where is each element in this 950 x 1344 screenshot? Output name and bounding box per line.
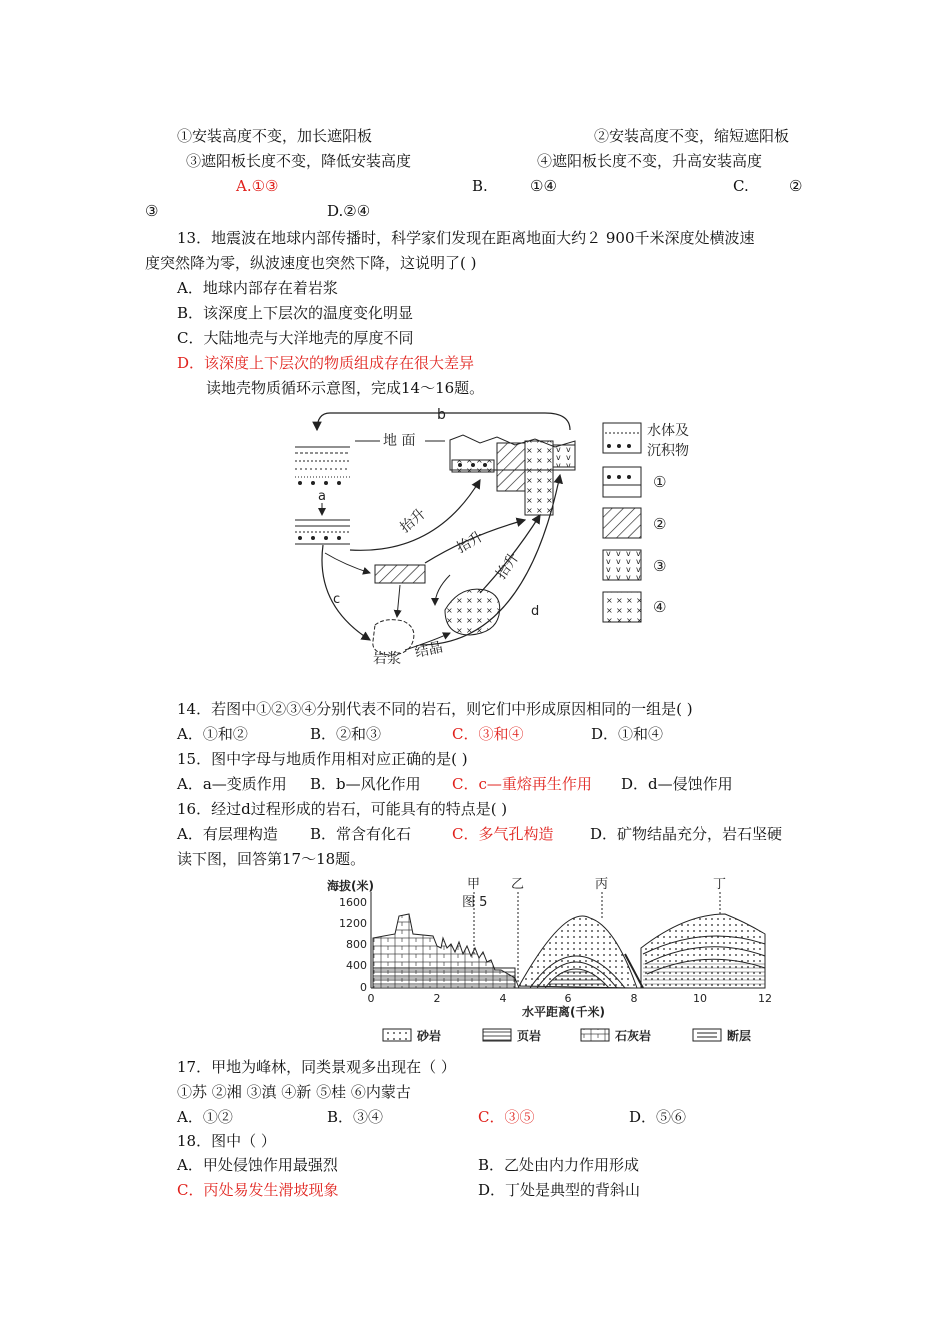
- legend-shale: 页岩: [517, 1029, 542, 1043]
- q14-option-b: B．②和③: [310, 725, 382, 743]
- q16-option-b: B．常含有化石: [310, 825, 412, 843]
- xtick-8: 8: [630, 992, 638, 1005]
- intro-14-16: 读地壳物质循环示意图，完成14～16题。: [206, 379, 485, 397]
- label-lift-1: 抬升: [397, 505, 430, 537]
- q13-stem-line2: 度突然降为零，纵波速度也突然下降，这说明了( ): [145, 254, 477, 272]
- ytick-800: 800: [346, 938, 367, 951]
- q12-option-4: ④遮阳板长度不变，升高安装高度: [537, 152, 763, 170]
- q17-option-c: C．③⑤: [478, 1108, 535, 1126]
- q16-option-c: C．多气孔构造: [452, 825, 554, 843]
- q13-stem-line1: 13．地震波在地球内部传播时，科学家们发现在距离地面大约２ 900千米深度处横波速: [177, 229, 755, 247]
- q17-stem: 17．甲地为峰林，同类景观多出现在（ ）: [177, 1058, 456, 1076]
- ytick-400: 400: [346, 959, 367, 972]
- q18-option-c: C．丙处易发生滑坡现象: [177, 1181, 339, 1199]
- legend-limestone: 石灰岩: [615, 1029, 652, 1043]
- legend-water-2: 沉积物: [647, 443, 689, 459]
- label-magma: 岩浆: [373, 651, 401, 667]
- xtick-6: 6: [564, 992, 572, 1005]
- ytick-1200: 1200: [339, 917, 367, 930]
- label-fig5: 图 5: [462, 895, 488, 910]
- q15-option-b: B．b—风化作用: [310, 775, 421, 793]
- xtick-12: 12: [758, 992, 772, 1005]
- ytick-0: 0: [360, 981, 367, 994]
- q13-option-b: B．该深度上下层次的温度变化明显: [177, 304, 414, 322]
- q12-option-2: ②安装高度不变，缩短遮阳板: [594, 127, 790, 145]
- q15-option-a: A．a—变质作用: [177, 775, 287, 793]
- q12-answer-d: D.②④: [327, 202, 371, 220]
- q15-stem: 15．图中字母与地质作用相对应正确的是( ): [177, 750, 468, 768]
- q17-option-b: B．③④: [327, 1108, 384, 1126]
- label-bing: 丙: [595, 877, 609, 892]
- q18-option-b: B．乙处由内力作用形成: [478, 1156, 640, 1174]
- q12-answer-b-value: ①④: [530, 177, 557, 195]
- q13-option-c: C．大陆地壳与大洋地壳的厚度不同: [177, 329, 414, 347]
- ylabel: 海拔(米): [327, 879, 374, 893]
- q14-option-a: A．①和②: [177, 725, 248, 743]
- metamorphic-rock-box: [375, 565, 425, 583]
- legend-fault: 断层: [727, 1029, 752, 1043]
- rock-cycle-legend: [603, 422, 689, 622]
- q12-answer-c: C.: [733, 177, 749, 195]
- sedimentary-rock-box: [295, 520, 350, 544]
- label-lift-2: 抬升: [454, 528, 487, 557]
- xlabel: 水平距离(千米): [522, 1005, 605, 1019]
- legend-2: ②: [653, 515, 667, 533]
- q12-option-1: ①安装高度不变，加长遮阳板: [177, 127, 373, 145]
- label-c: c: [333, 592, 341, 607]
- q13-option-a: A．地球内部存在着岩浆: [177, 279, 338, 297]
- sediment-layer-top: [295, 447, 350, 485]
- q16-option-a: A．有层理构造: [177, 825, 278, 843]
- q12-answer-b: B.: [472, 177, 488, 195]
- geologic-section-diagram: [325, 874, 780, 1049]
- intro-17-18: 读下图，回答第17～18题。: [177, 850, 366, 868]
- xtick-4: 4: [499, 992, 507, 1005]
- xtick-0: 0: [367, 992, 375, 1005]
- q16-stem: 16．经过d过程形成的岩石，可能具有的特点是( ): [177, 800, 508, 818]
- q15-option-d: D．d—侵蚀作用: [621, 775, 733, 793]
- q12-answer-c-value: ②: [789, 177, 803, 195]
- xtick-10: 10: [693, 992, 707, 1005]
- label-crystal: 结晶: [413, 639, 445, 661]
- q14-option-d: D．①和④: [591, 725, 664, 743]
- label-d: d: [531, 604, 540, 619]
- surface-rock-block: [450, 435, 575, 515]
- q17-option-d: D．⑤⑥: [629, 1108, 687, 1126]
- q12-answer-c-value-2: ③: [145, 202, 159, 220]
- q12-option-3: ③遮阳板长度不变，降低安装高度: [186, 152, 412, 170]
- q15-option-c: C．c—重熔再生作用: [452, 775, 592, 793]
- section-legend: [383, 1028, 751, 1043]
- q17-choices: ①苏 ②湘 ③滇 ④新 ⑤桂 ⑥内蒙古: [177, 1083, 411, 1101]
- label-jia: 甲: [467, 877, 481, 892]
- label-b: b: [437, 407, 446, 423]
- q12-answer-a: A.①③: [236, 177, 279, 195]
- q16-option-d: D．矿物结晶充分，岩石坚硬: [590, 825, 783, 843]
- legend-1: ①: [653, 473, 667, 491]
- label-yi: 乙: [511, 877, 525, 892]
- q18-option-a: A．甲处侵蚀作用最强烈: [177, 1156, 338, 1174]
- intrusive-rock-blob: [445, 589, 500, 635]
- q14-stem: 14．若图中①②③④分别代表不同的岩石，则它们中形成原因相同的一组是( ): [177, 700, 693, 718]
- ytick-1600: 1600: [339, 896, 367, 909]
- q18-option-d: D．丁处是典型的背斜山: [478, 1181, 641, 1199]
- magma-blob: [373, 620, 414, 655]
- q14-option-c: C．③和④: [452, 725, 524, 743]
- legend-water-1: 水体及: [647, 423, 689, 439]
- legend-sandstone: 砂岩: [417, 1029, 442, 1043]
- q13-option-d: D．该深度上下层次的物质组成存在很大差异: [177, 354, 475, 372]
- label-lift-3: 抬升: [493, 550, 523, 583]
- q17-option-a: A．①②: [177, 1108, 233, 1126]
- legend-4: ④: [653, 598, 667, 616]
- label-ground: 地 面: [383, 433, 416, 449]
- label-ding: 丁: [713, 877, 727, 892]
- label-a: a: [318, 489, 326, 504]
- q18-stem: 18．图中（ ）: [177, 1132, 276, 1150]
- rock-cycle-diagram: [285, 405, 705, 670]
- legend-3: ③: [653, 557, 667, 575]
- xtick-2: 2: [433, 992, 441, 1005]
